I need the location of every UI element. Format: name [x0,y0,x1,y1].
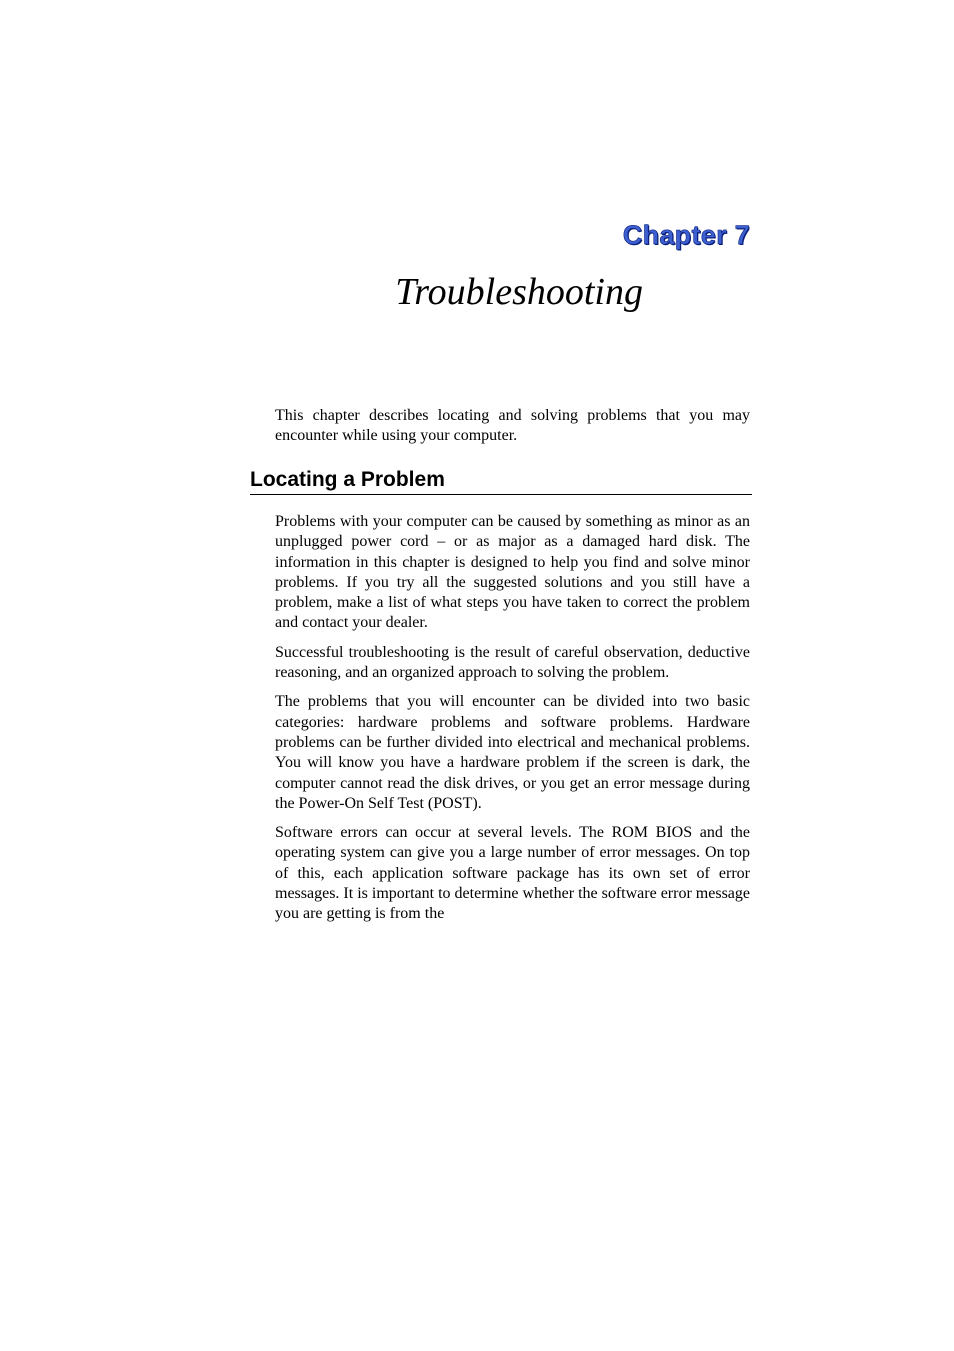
section-heading: Locating a Problem [250,468,752,495]
body-paragraph-2: Successful troubleshooting is the result of careful observation, deductive reasoning, and an organized approach to solving the problem. [275,643,750,682]
section-body [275,512,750,934]
body-paragraph-3: The problems that you will encounter can be divided into two basic categories: hardware problems and software problems. Hardware problems can be further divided into electrical and mechanical problems. You will know you have a hardware problem if the screen is dark, the computer cannot read the disk drives, or you get an error message during the Power-On Self Test (POST). [275,693,750,812]
intro-paragraph: This chapter describes locating and solving problems that you may encounter while using your computer. [275,407,750,445]
chapter-intro [275,406,750,456]
body-paragraph-1: Problems with your computer can be caused by something as minor as an unplugged power cord – or as major as a damaged hard disk. The information in this chapter is designed to help you find and solve minor problems. If you try all the suggested solutions and you still have a problem, make a list of what steps you have taken to correct the problem and contact your dealer. [275,513,750,632]
body-paragraph-4: Software errors can occur at several levels. The ROM BIOS and the operating system can give you a large number of error messages. On top of this, each application software package has its own set of error messages. It is important to determine whether the software error message you are getting is from the [275,824,750,923]
chapter-title: Troubleshooting [395,271,643,313]
chapter-label: Chapter 7 [622,220,750,250]
